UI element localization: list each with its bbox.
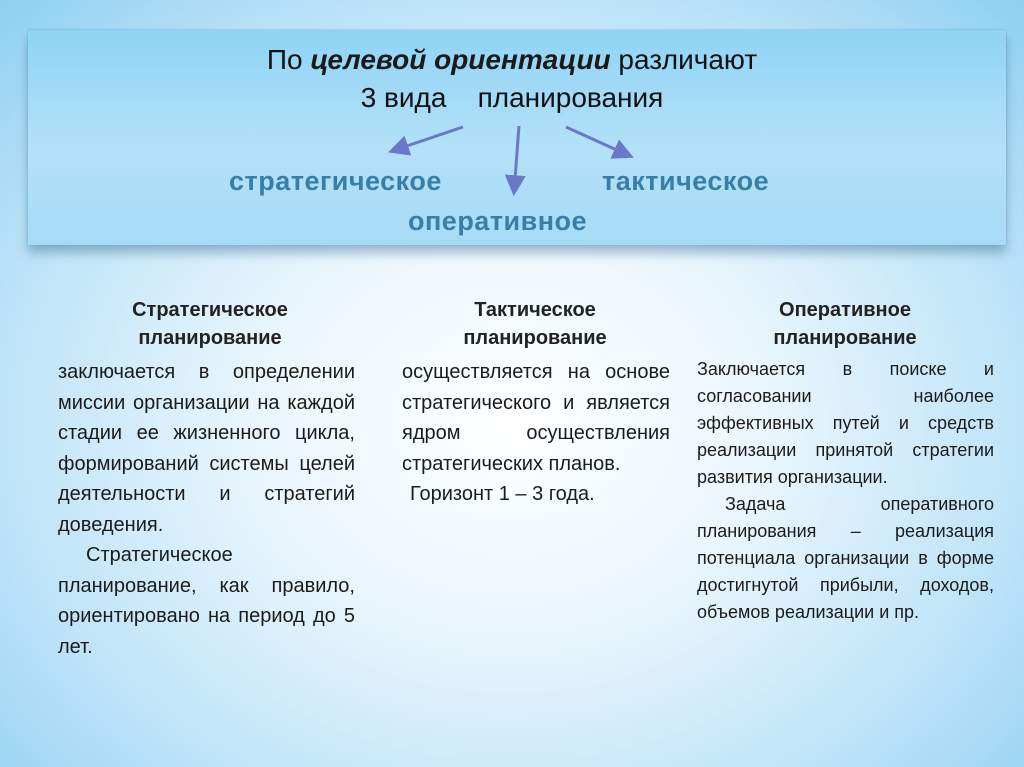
column-strategic-heading	[60, 296, 360, 352]
column-tactical-body	[402, 357, 670, 510]
heading-line: планирование	[463, 327, 607, 349]
type-strategic-label: стратегическое	[229, 166, 442, 196]
column-strategic-body	[58, 357, 355, 662]
paragraph: осуществляется на основе стратегического и является ядром осуществления стратегических планов.	[402, 361, 670, 475]
title-line-1	[0, 44, 1024, 76]
heading-line: планирование	[773, 327, 917, 349]
paragraph: Стратегическое планирование, как правило, ориентировано на период до 5 лет.	[58, 544, 355, 658]
type-operational-label: оперативное	[408, 206, 588, 236]
paragraph: Задача оперативного планирования – реализация потенциала организации в форме достигнутой прибыли, доходов, объемов реализации и пр.	[697, 494, 994, 622]
type-tactical-label: тактическое	[602, 166, 770, 196]
column-tactical-heading	[400, 296, 670, 352]
title-line-2: 3 вида планирования	[360, 82, 664, 113]
heading-line: планирование	[138, 327, 282, 349]
title-prefix: По	[266, 44, 311, 75]
heading-line: Оперативное	[779, 299, 911, 321]
title-emphasis: целевой ориентации	[310, 44, 611, 75]
heading-line: Тактическое	[474, 299, 596, 321]
paragraph: Горизонт 1 – 3 года.	[410, 483, 595, 505]
title-suffix: различают	[610, 44, 758, 75]
column-operational-heading	[690, 296, 1000, 352]
column-operational-body	[697, 356, 994, 626]
paragraph: Заключается в поиске и согласовании наиболее эффективных путей и средств реализации принятой стратегии развития организации.	[697, 359, 994, 487]
paragraph: заключается в определении миссии организации на каждой стадии ее жизненного цикла, формирований системы целей деятельности и стратегий доведения.	[58, 361, 355, 536]
heading-line: Стратегическое	[132, 299, 288, 321]
